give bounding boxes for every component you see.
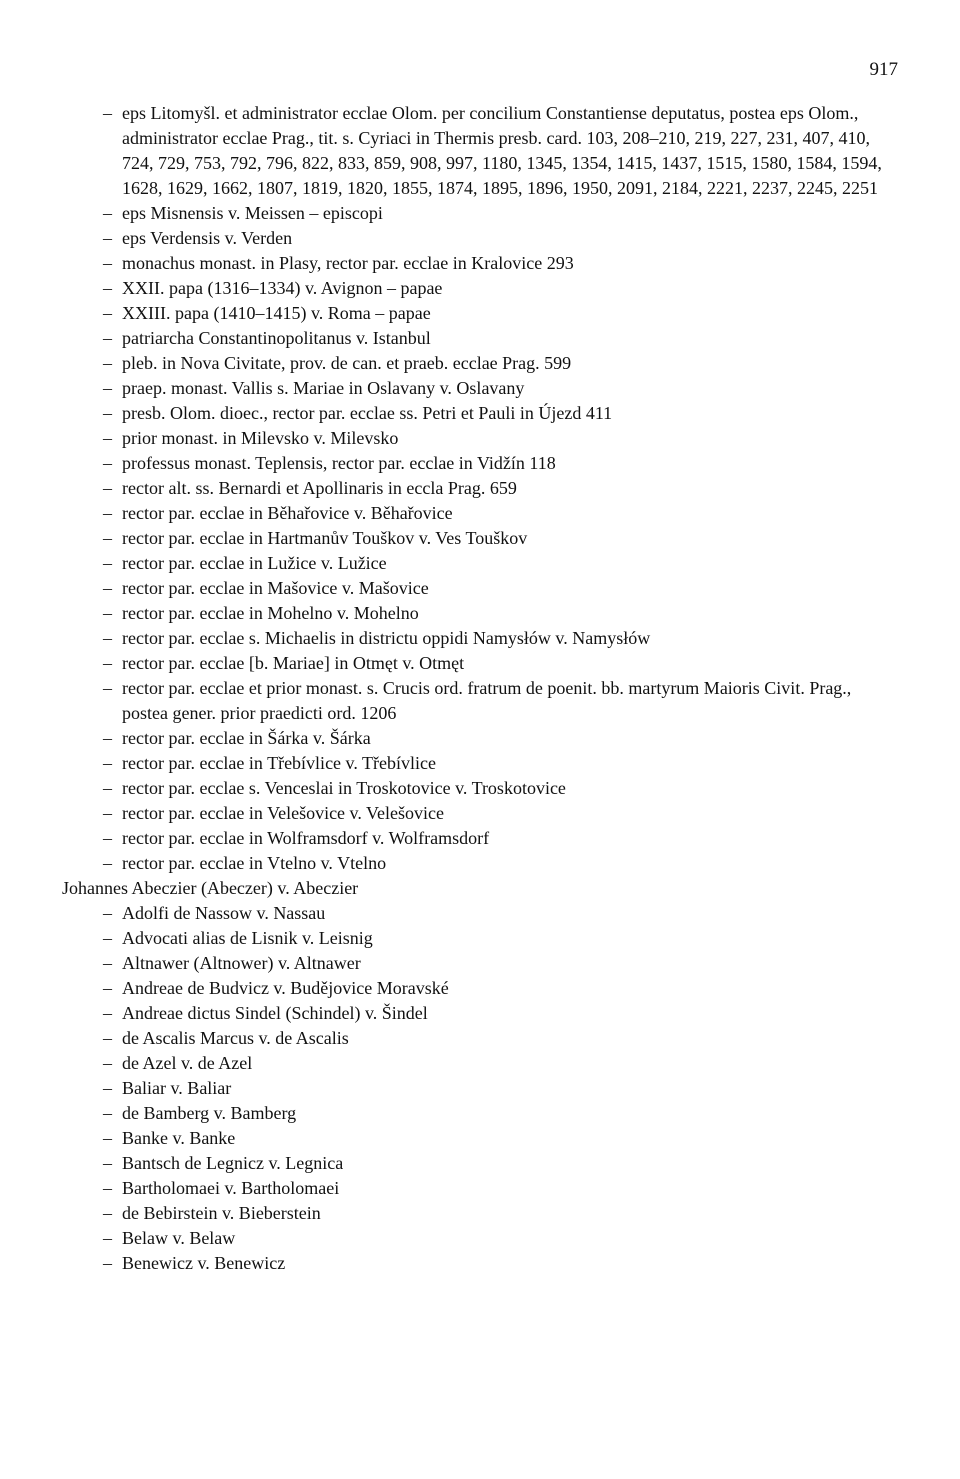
subentry-dash: – <box>103 278 112 298</box>
subentry-text: Andreae de Budvicz v. Budějovice Moravské <box>122 978 449 998</box>
subentry-dash: – <box>103 978 112 998</box>
subentry-text: Advocati alias de Lisnik v. Leisnig <box>122 928 373 948</box>
subentry-dash: – <box>103 1003 112 1023</box>
index-subentry <box>62 501 898 526</box>
subentry-dash: – <box>103 403 112 423</box>
subentry-text: rector par. ecclae in Mohelno v. Mohelno <box>122 603 419 623</box>
index-subentry <box>62 1201 898 1226</box>
index-subentry <box>62 676 898 726</box>
page-number: 917 <box>869 59 898 80</box>
subentry-dash: – <box>103 1153 112 1173</box>
subentry-text: rector par. ecclae in Vtelno v. Vtelno <box>122 853 387 873</box>
subentry-text: de Bebirstein v. Bieberstein <box>122 1203 321 1223</box>
index-subentry <box>62 1251 898 1276</box>
subentry-text: Adolfi de Nassow v. Nassau <box>122 903 326 923</box>
index-subentry <box>62 426 898 451</box>
index-subentry <box>62 826 898 851</box>
index-subentry <box>62 201 898 226</box>
subentry-text: rector par. ecclae [b. Mariae] in Otmęt v. Otmęt <box>122 653 465 673</box>
subentry-dash: – <box>103 578 112 598</box>
subentry-text: Banke v. Banke <box>122 1128 236 1148</box>
index-subentry <box>62 526 898 551</box>
subentry-dash: – <box>103 853 112 873</box>
subentry-text: pleb. in Nova Civitate, prov. de can. et praeb. ecclae Prag. 599 <box>122 353 572 373</box>
index-subentry <box>62 1051 898 1076</box>
index-subentry <box>62 551 898 576</box>
subentry-text: rector par. ecclae s. Venceslai in Troskotovice v. Troskotovice <box>122 778 566 798</box>
index-subentry <box>62 1001 898 1026</box>
index-subentry <box>62 251 898 276</box>
subentry-dash: – <box>103 653 112 673</box>
subentry-dash: – <box>103 1053 112 1073</box>
subentry-dash: – <box>103 928 112 948</box>
index-subentry <box>62 301 898 326</box>
subentry-dash: – <box>103 1178 112 1198</box>
index-subentry <box>62 451 898 476</box>
index-subentry <box>62 951 898 976</box>
subentry-dash: – <box>103 203 112 223</box>
subentry-dash: – <box>103 528 112 548</box>
subentry-text: rector par. ecclae et prior monast. s. Crucis ord. fratrum de poenit. bb. martyrum Maioris Civit. Prag., postea gener. prior praedicti ord. 1206 <box>122 678 852 723</box>
index-subentry <box>62 576 898 601</box>
subentry-text: rector alt. ss. Bernardi et Apollinaris in eccla Prag. 659 <box>122 478 517 498</box>
subentry-text: eps Verdensis v. Verden <box>122 228 293 248</box>
index-subentry <box>62 1226 898 1251</box>
subentry-dash: – <box>103 778 112 798</box>
index-subentry <box>62 776 898 801</box>
index-subentry <box>62 1176 898 1201</box>
subentry-dash: – <box>103 1078 112 1098</box>
index-subentry <box>62 226 898 251</box>
subentry-dash: – <box>103 603 112 623</box>
subentry-text: rector par. ecclae in Šárka v. Šárka <box>122 728 371 748</box>
subentry-text: monachus monast. in Plasy, rector par. ecclae in Kralovice 293 <box>122 253 574 273</box>
index-subentry <box>62 626 898 651</box>
subentry-dash: – <box>103 478 112 498</box>
index-subentry <box>62 901 898 926</box>
index-subentry <box>62 651 898 676</box>
subentry-text: Benewicz v. Benewicz <box>122 1253 286 1273</box>
subentry-text: rector par. ecclae in Hartmanův Touškov v. Ves Touškov <box>122 528 528 548</box>
subentry-text: Belaw v. Belaw <box>122 1228 236 1248</box>
subentry-dash: – <box>103 803 112 823</box>
subentry-text: de Bamberg v. Bamberg <box>122 1103 297 1123</box>
index-subentry <box>62 1101 898 1126</box>
subentry-dash: – <box>103 303 112 323</box>
index-subentry <box>62 401 898 426</box>
subentry-text: XXII. papa (1316–1334) v. Avignon – papae <box>122 278 443 298</box>
subentry-dash: – <box>103 1128 112 1148</box>
subentry-text: professus monast. Teplensis, rector par. ecclae in Vidžín 118 <box>122 453 556 473</box>
subentry-dash: – <box>103 228 112 248</box>
subentry-dash: – <box>103 828 112 848</box>
subentry-text: rector par. ecclae in Mašovice v. Mašovice <box>122 578 429 598</box>
subentry-dash: – <box>103 1253 112 1273</box>
subentry-text: praep. monast. Vallis s. Mariae in Oslavany v. Oslavany <box>122 378 525 398</box>
subentry-text: Andreae dictus Sindel (Schindel) v. Šindel <box>122 1003 428 1023</box>
index-subentry <box>62 726 898 751</box>
index-subentry <box>62 101 898 201</box>
subentry-dash: – <box>103 328 112 348</box>
index-subentry <box>62 601 898 626</box>
subentry-dash: – <box>103 453 112 473</box>
subentry-dash: – <box>103 678 112 698</box>
subentry-text: eps Misnensis v. Meissen – episcopi <box>122 203 383 223</box>
index-subentry <box>62 751 898 776</box>
subentry-dash: – <box>103 428 112 448</box>
subentry-dash: – <box>103 353 112 373</box>
index-headword <box>62 876 898 901</box>
index-subentry <box>62 351 898 376</box>
index-subentry <box>62 476 898 501</box>
subentry-text: Bartholomaei v. Bartholomaei <box>122 1178 340 1198</box>
subentry-dash: – <box>103 378 112 398</box>
subentry-dash: – <box>103 628 112 648</box>
index-subentry <box>62 976 898 1001</box>
subentry-text: eps Litomyšl. et administrator ecclae Olom. per concilium Constantiense deputatus, postea eps Olom., administrator ecclae Prag., tit. s. Cyriaci in Thermis presb. card. 103, 208–210, 219, 227, 231, 407, 410, 724, 729, 753, 792, 796, 822, 833, 859, 908, 997, 1180, 1345, 1354, 1415, 1437, 1515, 1580, 1584, 1594, 1628, 1629, 1662, 1807, 1819, 1820, 1855, 1874, 1895, 1896, 1950, 2091, 2184, 2221, 2237, 2245, 2251 <box>122 103 882 198</box>
subentry-dash: – <box>103 903 112 923</box>
subentry-text: rector par. ecclae in Běhařovice v. Běhařovice <box>122 503 453 523</box>
subentry-text: Altnawer (Altnower) v. Altnawer <box>122 953 361 973</box>
subentry-dash: – <box>103 1203 112 1223</box>
subentry-text: de Ascalis Marcus v. de Ascalis <box>122 1028 349 1048</box>
subentry-text: prior monast. in Milevsko v. Milevsko <box>122 428 399 448</box>
index-subentry <box>62 1076 898 1101</box>
index-subentry <box>62 1151 898 1176</box>
subentry-dash: – <box>103 728 112 748</box>
index-subentry <box>62 376 898 401</box>
subentry-text: presb. Olom. dioec., rector par. ecclae ss. Petri et Pauli in Újezd 411 <box>122 403 613 423</box>
subentry-text: rector par. ecclae s. Michaelis in districtu oppidi Namysłów v. Namysłów <box>122 628 651 648</box>
index-subentry <box>62 276 898 301</box>
subentry-dash: – <box>103 1103 112 1123</box>
index-subentry <box>62 326 898 351</box>
headword-text: Johannes Abeczier (Abeczer) v. Abeczier <box>62 878 359 898</box>
subentry-text: patriarcha Constantinopolitanus v. Istanbul <box>122 328 431 348</box>
subentry-text: rector par. ecclae in Lužice v. Lužice <box>122 553 387 573</box>
subentry-text: rector par. ecclae in Wolframsdorf v. Wolframsdorf <box>122 828 490 848</box>
subentry-dash: – <box>103 503 112 523</box>
index-subentry <box>62 926 898 951</box>
index-subentry <box>62 801 898 826</box>
subentry-text: XXIII. papa (1410–1415) v. Roma – papae <box>122 303 431 323</box>
subentry-text: rector par. ecclae in Třebívlice v. Třebívlice <box>122 753 437 773</box>
index-subentry <box>62 1126 898 1151</box>
subentry-text: Baliar v. Baliar <box>122 1078 232 1098</box>
index-entry-list <box>62 101 898 1276</box>
subentry-dash: – <box>103 953 112 973</box>
subentry-dash: – <box>103 1228 112 1248</box>
subentry-text: rector par. ecclae in Velešovice v. Velešovice <box>122 803 445 823</box>
index-subentry <box>62 1026 898 1051</box>
subentry-text: Bantsch de Legnicz v. Legnica <box>122 1153 344 1173</box>
subentry-dash: – <box>103 753 112 773</box>
subentry-dash: – <box>103 1028 112 1048</box>
subentry-text: de Azel v. de Azel <box>122 1053 253 1073</box>
subentry-dash: – <box>103 553 112 573</box>
index-subentry <box>62 851 898 876</box>
subentry-dash: – <box>103 103 112 123</box>
subentry-dash: – <box>103 253 112 273</box>
